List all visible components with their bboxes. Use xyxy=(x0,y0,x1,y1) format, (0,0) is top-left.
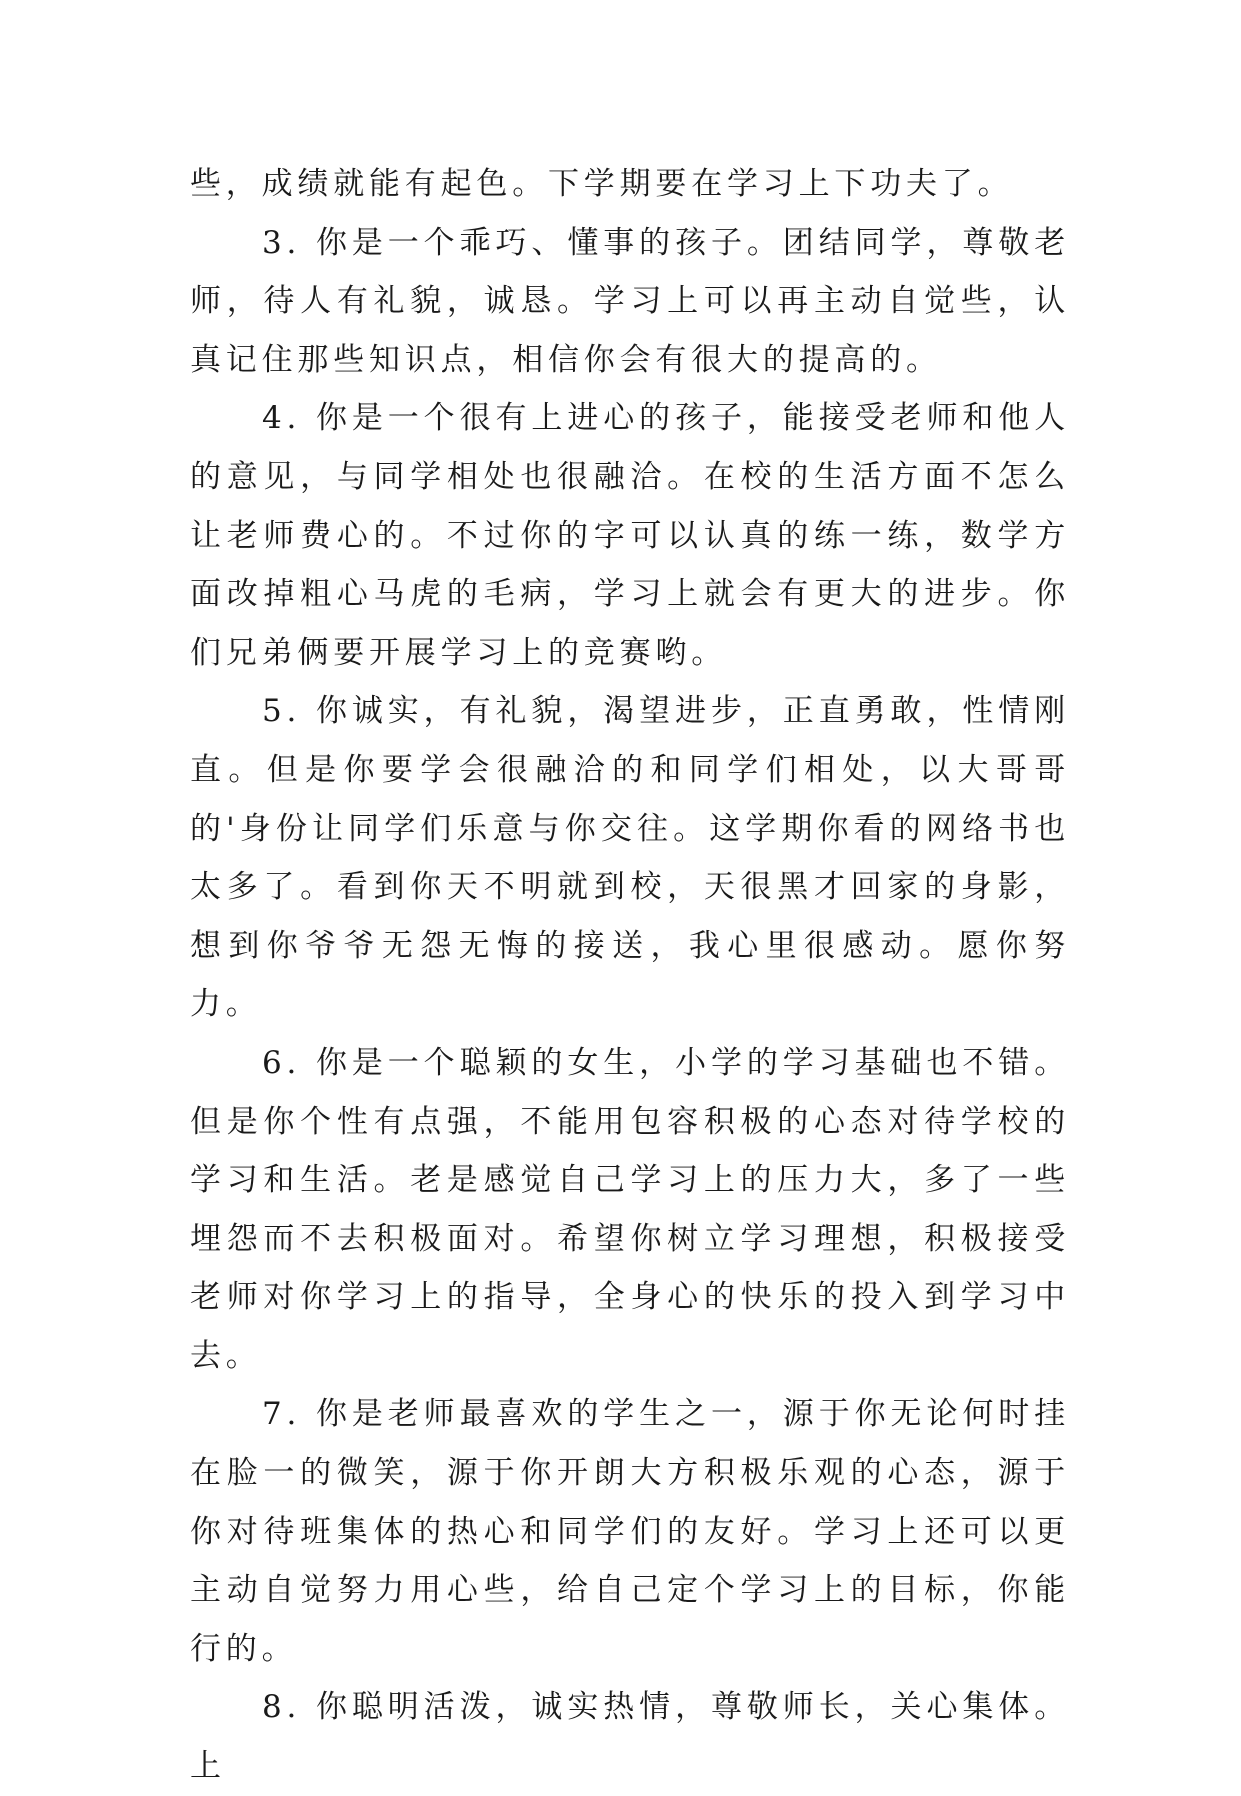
comment-item-3: 3. 你是一个乖巧、懂事的孩子。团结同学，尊敬老师，待人有礼貌，诚恳。学习上可以再主动自觉些，认真记住那些知识点，相信你会有很大的提高的。 xyxy=(190,224,1070,378)
document-body xyxy=(190,155,1070,1796)
comment-item-7: 7. 你是老师最喜欢的学生之一，源于你无论何时挂在脸一的微笑，源于你开朗大方积极乐观的心态，源于你对待班集体的热心和同学们的友好。学习上还可以更主动自觉努力用心些，给自己定个学习上的目标，你能行的。 xyxy=(190,1396,1070,1667)
comment-item-5: 5. 你诚实，有礼貌，渴望进步，正直勇敢，性情刚直。但是你要学会很融洽的和同学们相处，以大哥哥的'身份让同学们乐意与你交往。这学期你看的网络书也太多了。看到你天不明就到校，天很黑才回家的身影，想到你爷爷无怨无悔的接送，我心里很感动。愿你努力。 xyxy=(190,693,1070,1023)
comment-item-4: 4. 你是一个很有上进心的孩子，能接受老师和他人的意见，与同学相处也很融洽。在校的生活方面不怎么让老师费心的。不过你的字可以认真的练一练，数学方面改掉粗心马虎的毛病，学习上就会有更大的进步。你们兄弟俩要开展学习上的竞赛哟。 xyxy=(190,400,1070,671)
paragraph-continuation: 些，成绩就能有起色。下学期要在学习上下功夫了。 xyxy=(190,166,1014,202)
comment-item-6: 6. 你是一个聪颖的女生，小学的学习基础也不错。但是你个性有点强，不能用包容积极的心态对待学校的学习和生活。老是感觉自己学习上的压力大，多了一些埋怨而不去积极面对。希望你树立学习理想，积极接受老师对你学习上的指导，全身心的快乐的投入到学习中去。 xyxy=(190,1044,1070,1374)
comment-item-8: 8. 你聪明活泼，诚实热情，尊敬师长，关心集体。上 xyxy=(190,1689,1070,1785)
